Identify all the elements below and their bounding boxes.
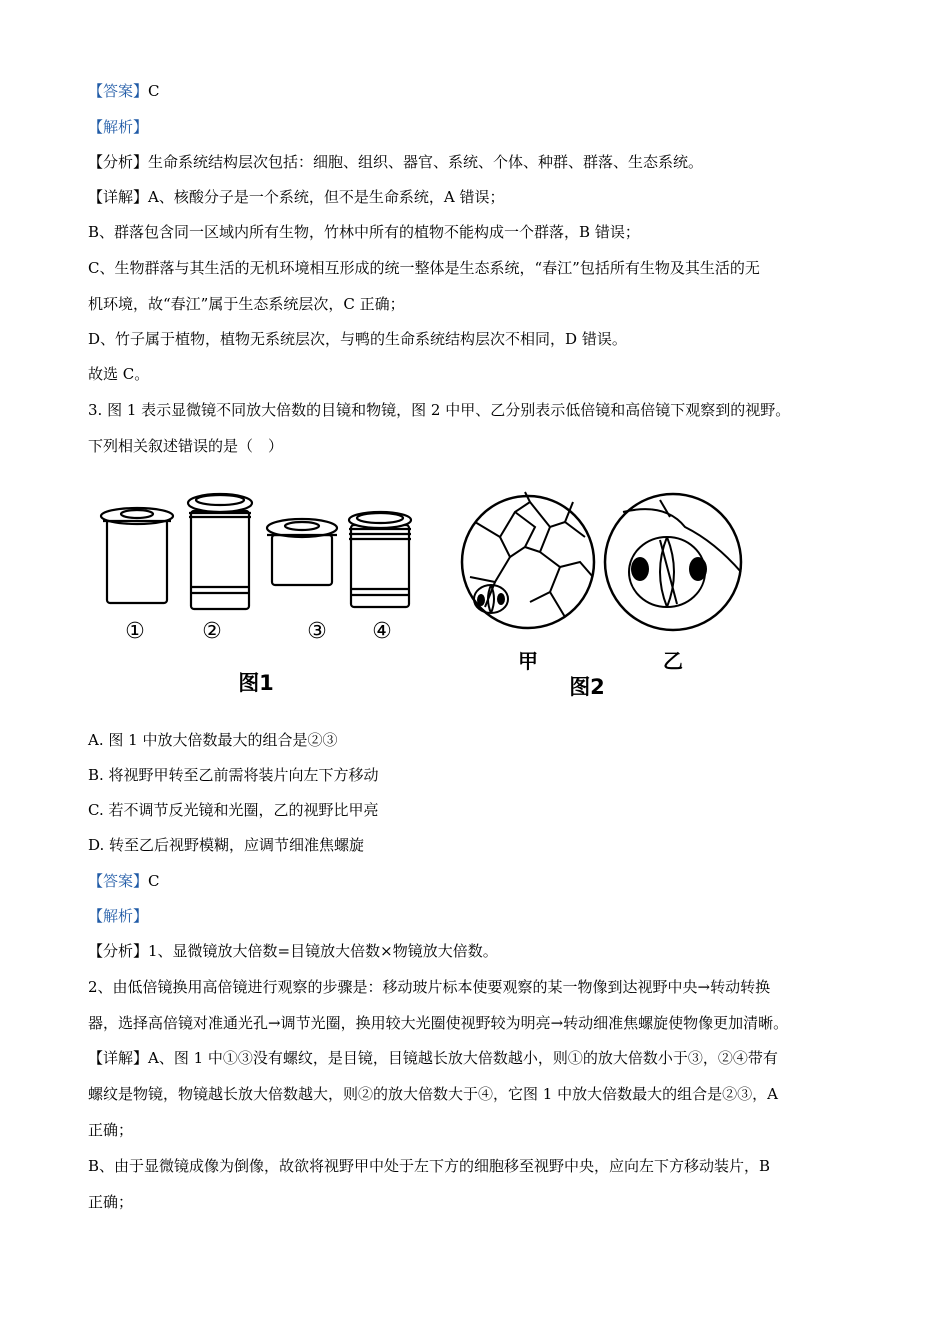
figure-2-caption: 图2 <box>569 675 605 699</box>
point2-line-1: 2、由低倍镜换用高倍镜进行观察的步骤是：移动玻片标本使要观察的某一物像到达视野中央→转动转换 <box>88 978 771 996</box>
question-stem-2: 下列相关叙述错误的是（ ） <box>88 437 284 455</box>
line-c1: C、生物群落与其生活的无机环境相互形成的统一整体是生态系统，“春江”包括所有生物及其生活的无 <box>88 259 760 277</box>
analysis-tag: 【解析】 <box>88 118 149 136</box>
option-a: A. 图 1 中放大倍数最大的组合是②③ <box>88 731 338 749</box>
label-lens-3: ③ <box>307 619 327 644</box>
question-stem-1: 3. 图 1 表示显微镜不同放大倍数的目镜和物镜，图 2 中甲、乙分别表示低倍镜和高倍镜下观察到的视野。 <box>88 401 791 419</box>
label-lens-4: ④ <box>372 619 392 644</box>
lens-4-objective <box>349 512 411 607</box>
option-c: C. 若不调节反光镜和光圈，乙的视野比甲亮 <box>88 801 379 819</box>
answer-tag: 【答案】 <box>88 82 149 100</box>
analysis-heading-2 <box>88 906 148 926</box>
answer-line-1 <box>88 81 160 101</box>
line-b-1: B、群落包含同一区域内所有生物，竹林中所有的植物不能构成一个群落，B 错误； <box>88 223 640 241</box>
label-lens-1: ① <box>125 619 145 644</box>
xiangjie-line-2 <box>88 1048 778 1068</box>
xiangjie-a3: 正确； <box>88 1121 134 1139</box>
line-d: D、竹子属于植物，植物无系统层次，与鸭的生命系统结构层次不相同，D 错误。 <box>88 330 627 348</box>
option-b: B. 将视野甲转至乙前需将装片向左下方移动 <box>88 766 379 784</box>
conclusion: 故选 C。 <box>88 365 150 383</box>
fenxi-line-2 <box>88 941 498 961</box>
analysis-tag-2: 【解析】 <box>88 907 149 925</box>
label-jia: 甲 <box>518 649 538 673</box>
xiangjie-tag: 【详解】 <box>88 188 149 206</box>
analysis-heading-1 <box>88 117 148 137</box>
figure-1-lenses <box>95 485 425 705</box>
field-jia <box>462 492 594 628</box>
fenxi-text: 生命系统结构层次包括：细胞、组织、器官、系统、个体、种群、群落、生态系统。 <box>148 153 704 171</box>
xiangjie-a: A、核酸分子是一个系统，但不是生命系统，A 错误； <box>148 188 505 206</box>
line-b2: 正确； <box>88 1193 134 1211</box>
field-yi <box>605 494 741 630</box>
xiangjie-line-1 <box>88 187 504 207</box>
xiangjie-a2: 螺纹是物镜，物镜越长放大倍数越大，则②的放大倍数大于④，它图 1 中放大倍数最大的组合是②③，A <box>88 1085 778 1103</box>
label-yi: 乙 <box>663 649 683 673</box>
option-d: D. 转至乙后视野模糊，应调节细准焦螺旋 <box>88 836 365 854</box>
label-lens-2: ② <box>202 619 222 644</box>
fenxi-tag: 【分析】 <box>88 153 149 171</box>
line-b1: B、由于显微镜成像为倒像，故欲将视野甲中处于左下方的细胞移至视野中央，应向左下方移动装片，B <box>88 1157 771 1175</box>
point2-line-2: 器，选择高倍镜对准通光孔→调节光圈，换用较大光圈使视野较为明亮→转动细准焦螺旋使物像更加清晰。 <box>88 1014 789 1032</box>
figure-1-caption: 图1 <box>238 671 274 695</box>
answer-value-2: C <box>148 872 160 890</box>
xiangjie-a1: A、图 1 中①③没有螺纹，是目镜，目镜越长放大倍数越小，则①的放大倍数小于③，②④带有 <box>148 1049 778 1067</box>
answer-line-2 <box>88 871 160 891</box>
lens-1-eyepiece <box>101 508 173 603</box>
lens-2-objective <box>188 494 252 609</box>
answer-value: C <box>148 82 160 100</box>
fenxi-line-1 <box>88 152 703 172</box>
xiangjie-tag-2: 【详解】 <box>88 1049 149 1067</box>
lens-3-eyepiece <box>267 519 337 585</box>
figure-2-fields <box>455 482 755 707</box>
answer-tag-2: 【答案】 <box>88 872 149 890</box>
fenxi-tag-2: 【分析】 <box>88 942 149 960</box>
line-c2: 机环境，故“春江”属于生态系统层次，C 正确； <box>88 295 405 313</box>
fenxi-text-2: 1、显微镜放大倍数=目镜放大倍数×物镜放大倍数。 <box>148 942 498 960</box>
